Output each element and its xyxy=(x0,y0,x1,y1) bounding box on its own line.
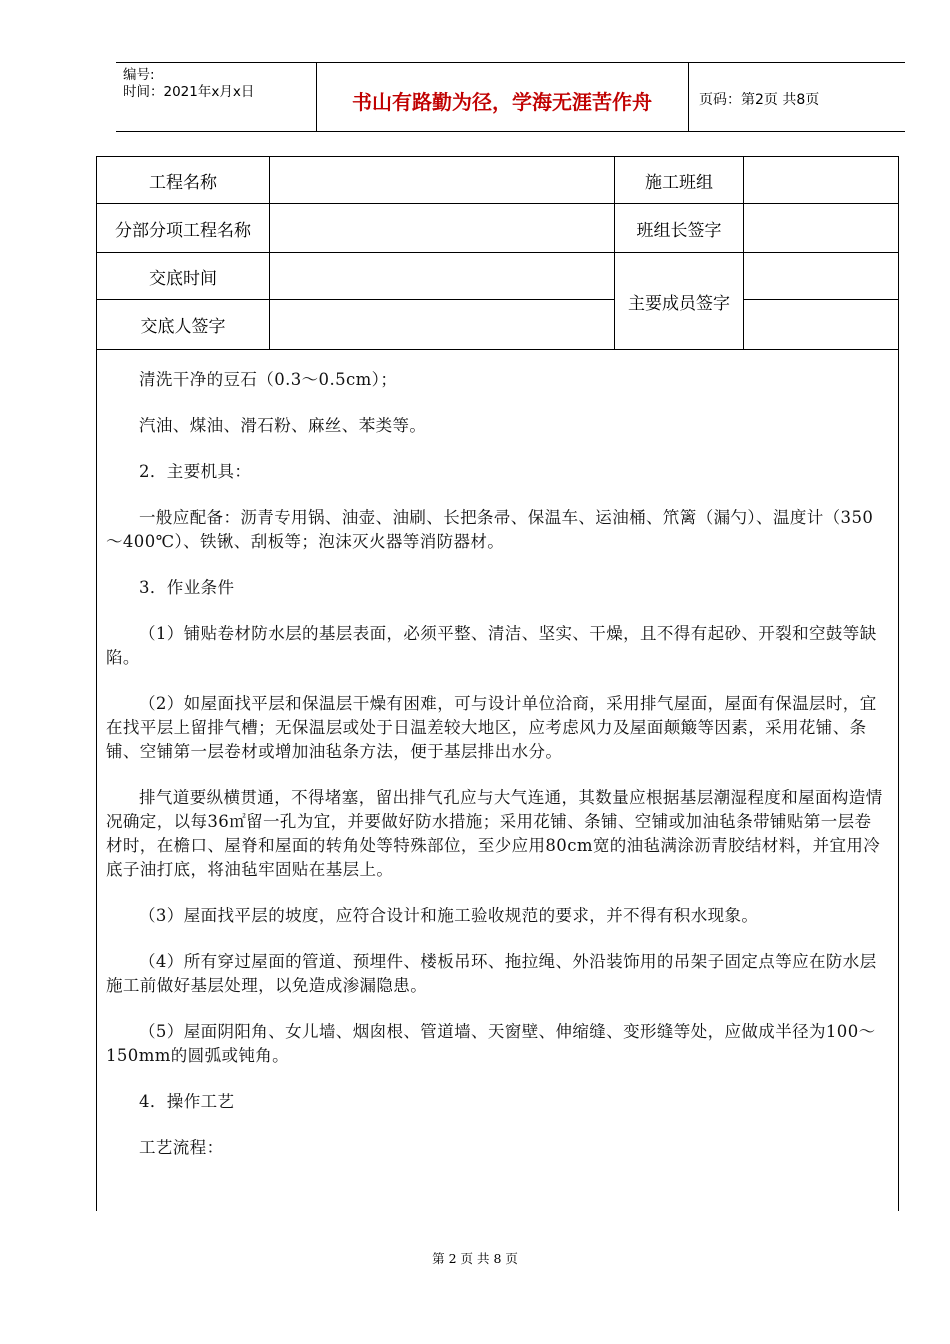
team-field[interactable] xyxy=(744,157,898,203)
row-divider xyxy=(97,349,898,350)
briefer-sign-label: 交底人签字 xyxy=(140,317,226,337)
briefer-sign-field[interactable] xyxy=(270,300,614,349)
section-heading: 4．操作工艺 xyxy=(139,1092,235,1111)
subproject-field[interactable] xyxy=(270,204,614,252)
time-label: 时间：2021年x月x日 xyxy=(123,84,255,100)
content-paragraph: （4）所有穿过屋面的管道、预埋件、楼板吊环、拖拉绳、外沿装饰用的吊架子固定点等应在防水层施工前做好基层处理，以免造成渗漏隐患。 xyxy=(106,952,877,995)
content-paragraph: 清洗干净的豆石（0.3～0.5cm）； xyxy=(139,370,398,389)
briefing-time-label: 交底时间 xyxy=(149,268,217,289)
content-paragraph: （3）屋面找平层的坡度，应符合设计和施工验收规范的要求，并不得有积水现象。 xyxy=(139,906,759,925)
project-name-label: 工程名称 xyxy=(149,172,217,193)
content-paragraph: 排气道要纵横贯通，不得堵塞，留出排气孔应与大气连通，其数量应根据基层潮湿程度和屋面构造情况确定，以每36㎡留一孔为宜，并要做好防水措施；采用花铺、条铺、空铺或加油毡条带铺贴第一层卷材时，在檐口、屋脊和屋面的转角处等特殊部位，至少应用80cm宽的油毡满涂沥青胶结材料，并宜用冷底子油打底，将油毡牢固贴在基层上。 xyxy=(106,788,883,879)
content-paragraph: 一般应配备：沥青专用锅、油壶、油刷、长把条帚、保温车、运油桶、笊篱（漏勺）、温度计（350～400℃）、铁锹、刮板等；泡沫灭火器等消防器材。 xyxy=(106,508,874,551)
members-sign-field[interactable] xyxy=(744,253,898,349)
header-divider xyxy=(688,63,689,131)
project-name-field[interactable] xyxy=(270,157,614,203)
content-paragraph: 工艺流程： xyxy=(139,1138,224,1157)
team-label: 施工班组 xyxy=(645,172,713,193)
members-sign-label: 主要成员签字 xyxy=(628,293,730,314)
page-header xyxy=(116,62,905,132)
content-paragraph: （1）铺贴卷材防水层的基层表面，必须平整、清洁、坚实、干燥，且不得有起砂、开裂和空鼓等缺陷。 xyxy=(106,624,877,667)
serial-label: 编号: xyxy=(123,67,155,83)
section-heading: 3．作业条件 xyxy=(139,578,235,597)
leader-sign-label: 班组长签字 xyxy=(636,220,722,241)
subproject-label: 分部分项工程名称 xyxy=(115,220,251,241)
page-footer: 第 2 页 共 8 页 xyxy=(432,1251,518,1266)
content-paragraph: （2）如屋面找平层和保温层干燥有困难，可与设计单位洽商，采用排气屋面，屋面有保温层时，宜在找平层上留排气槽；无保温层或处于日温差较大地区，应考虑风力及屋面颠簸等因素，采用花铺、条铺、空铺第一层卷材或增加油毡条方法，便于基层排出水分。 xyxy=(106,694,877,761)
section-heading: 2．主要机具： xyxy=(139,462,252,481)
briefing-time-field[interactable] xyxy=(270,253,614,299)
header-meta xyxy=(123,67,254,101)
content-paragraph: 汽油、煤油、滑石粉、麻丝、苯类等。 xyxy=(139,416,427,435)
leader-sign-field[interactable] xyxy=(744,204,898,252)
header-page-label: 页码：第2页 共8页 xyxy=(699,92,820,108)
header-motto: 书山有路勤为径，学海无涯苦作舟 xyxy=(352,89,652,114)
briefing-content xyxy=(106,368,886,1182)
content-paragraph: （5）屋面阴阳角、女儿墙、烟囱根、管道墙、天窗壁、伸缩缝、变形缝等处，应做成半径为100～150mm的圆弧或钝角。 xyxy=(106,1022,876,1065)
